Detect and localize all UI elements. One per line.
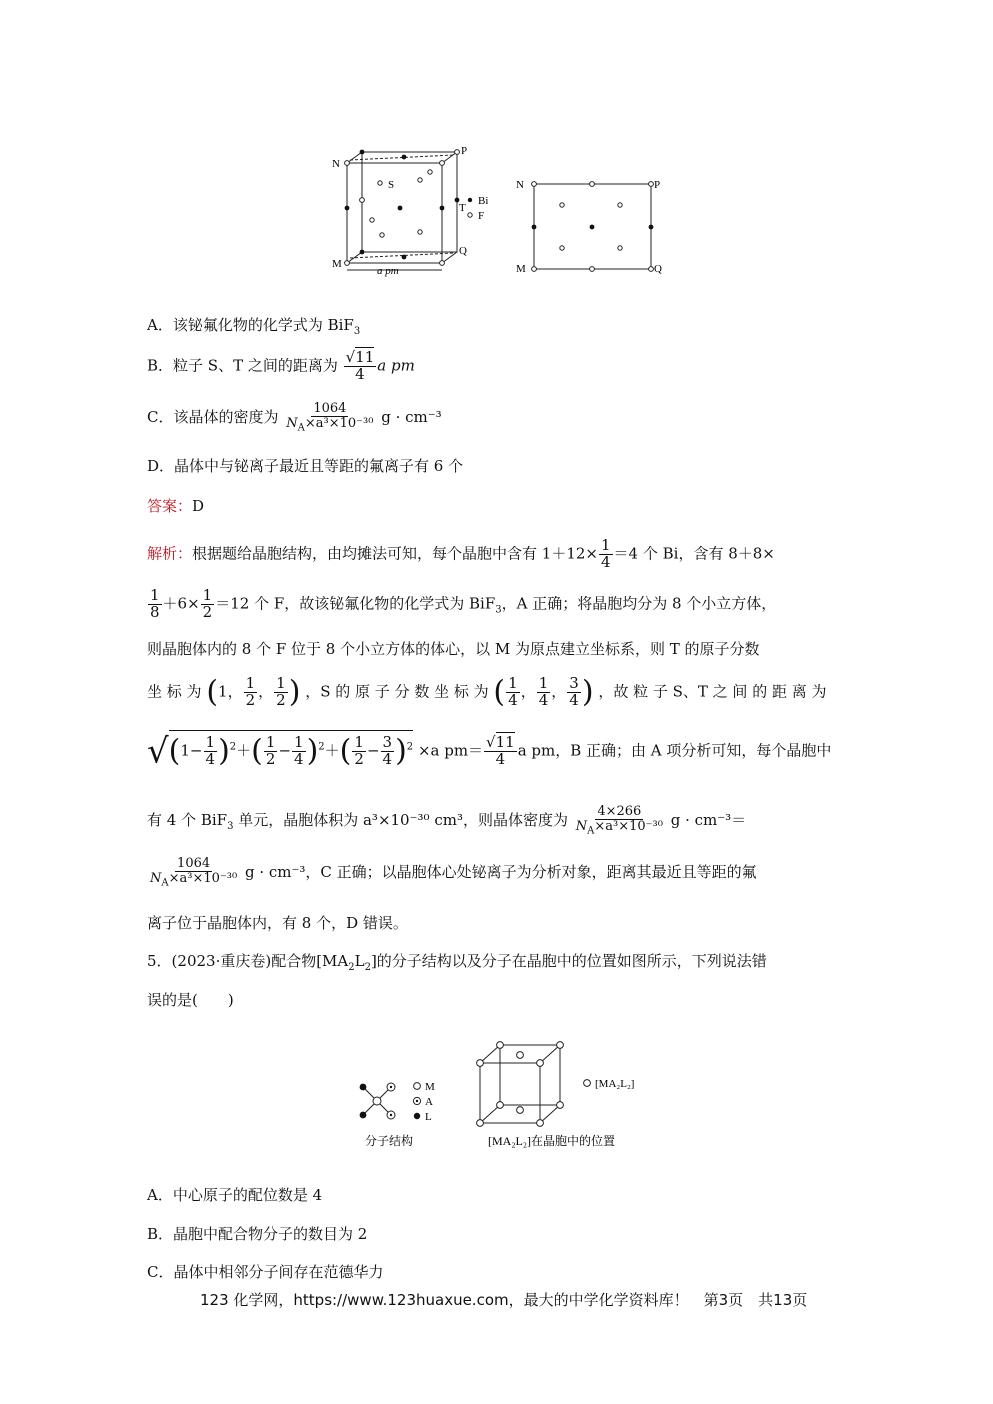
label-p: P	[461, 145, 468, 157]
label-q: Q	[459, 245, 467, 257]
analysis-line-8: 离子位于晶胞体内，有 8 个，D 错误。	[147, 914, 408, 932]
label-t: T	[459, 202, 466, 214]
caption-molecule: 分子结构	[365, 1134, 414, 1148]
analysis-line-6: 有 4 个 BiF$_3$ 单元，晶胞体积为 a³×10⁻³⁰ cm³，则晶体密度为 $\frac{4\times 266}{N_A\times a^3\times 10^{-30}}$ g · cm⁻³＝	[147, 804, 747, 837]
svg-text:P: P	[654, 179, 661, 191]
q5-option-a: A．中心原子的配位数是 4	[147, 1186, 323, 1204]
label-mal2: [MA₂L₂]	[595, 1078, 635, 1090]
legend-bi: Bi	[478, 195, 489, 207]
legend-a: A	[425, 1096, 433, 1108]
analysis-line-1: 解析：根据题给晶胞结构，由均摊法可知，每个晶胞中含有 1＋12× $\frac{1}{4}$ ＝4 个 Bi，含有 8＋8×	[147, 536, 775, 571]
q5-stem-line-2: 误的是( )	[147, 991, 234, 1009]
svg-text:M: M	[516, 263, 526, 275]
page-footer: 123 化学网，https://www.123huaxue.com，最大的中学化学资料库！ 第3页 共13页	[200, 1291, 808, 1309]
svg-text:N: N	[516, 179, 524, 191]
analysis-line-2: $\frac{1}{8}$ ＋6× $\frac{1}{2}$ ＝12 个 F，故该铋氟化物的化学式为 BiF$_3$，A 正确；将晶胞均分为 8 个小立方体，	[150, 586, 777, 621]
q4-option-d: D．晶体中与铋离子最近且等距的氟离子有 6 个	[147, 457, 464, 475]
analysis-line-5: √(1− $\frac{1}{4}$ )$^2$＋( $\frac{1}{2}$ − $\frac{1}{4}$ )$^2$＋( $\frac{1}{2}$ − $\frac{3}{4}$ )$^2$ ×a pm＝ $\frac{√11}{4}$ a pm，B 正确；由 A 项分析可知，每个晶胞中	[147, 731, 832, 772]
analysis-line-7: $\frac{1064}{N_A\times a^3\times 10^{-30}}$ g · cm⁻³，C 正确；以晶胞体心处铋离子为分析对象，距离其最近且等距的氟	[150, 856, 757, 889]
caption-cell-position: [MA₂L₂]在晶胞中的位置	[488, 1134, 616, 1148]
svg-text:Q: Q	[654, 263, 662, 275]
q4-option-b: B．粒子 S、T 之间的距离为 $\frac{√11}{4}$ a pm	[147, 348, 415, 383]
complex-structure-figure	[355, 1035, 655, 1155]
label-a-pm: a pm	[377, 265, 399, 277]
analysis-line-3: 则晶胞体内的 8 个 F 位于 8 个小立方体的体心，以 M 为原点建立坐标系，则 T 的原子分数	[147, 640, 760, 658]
cell-front-face	[347, 163, 442, 263]
q4-answer: 答案：D	[147, 497, 205, 515]
analysis-line-4: 坐 标 为 (1， $\frac{1}{2}$ ， $\frac{1}{2}$ ) ，S 的 原 子 分 数 坐 标 为 ( $\frac{1}{4}$ ， $\frac{1}{4}$ ， $\frac{3}{4}$ ) ，故 粒 子 S、T 之 间 的 距 离 为	[147, 674, 827, 710]
legend-f: F	[478, 210, 485, 222]
q4-option-c: C．该晶体的密度为 $\frac{1064}{N_A\times a^3\times 10^{-30}}$ g · cm⁻³	[147, 401, 442, 434]
q4-option-a: A．该铋氟化物的化学式为 BiF$_3$	[147, 316, 361, 337]
label-m: M	[332, 258, 342, 270]
label-s: S	[388, 179, 395, 191]
q5-option-b: B．晶胞中配合物分子的数目为 2	[147, 1225, 368, 1243]
bif3-unit-cell-figure	[320, 140, 680, 280]
q5-stem: 5．(2023·重庆卷)配合物$[MA_2L_2]$的分子结构以及分子在晶胞中的位置如图所示，下列说法错	[147, 952, 767, 973]
legend-m: M	[425, 1081, 435, 1093]
q5-option-c: C．晶体中相邻分子间存在范德华力	[147, 1263, 384, 1281]
legend-l: L	[425, 1111, 432, 1123]
label-n: N	[332, 158, 340, 170]
